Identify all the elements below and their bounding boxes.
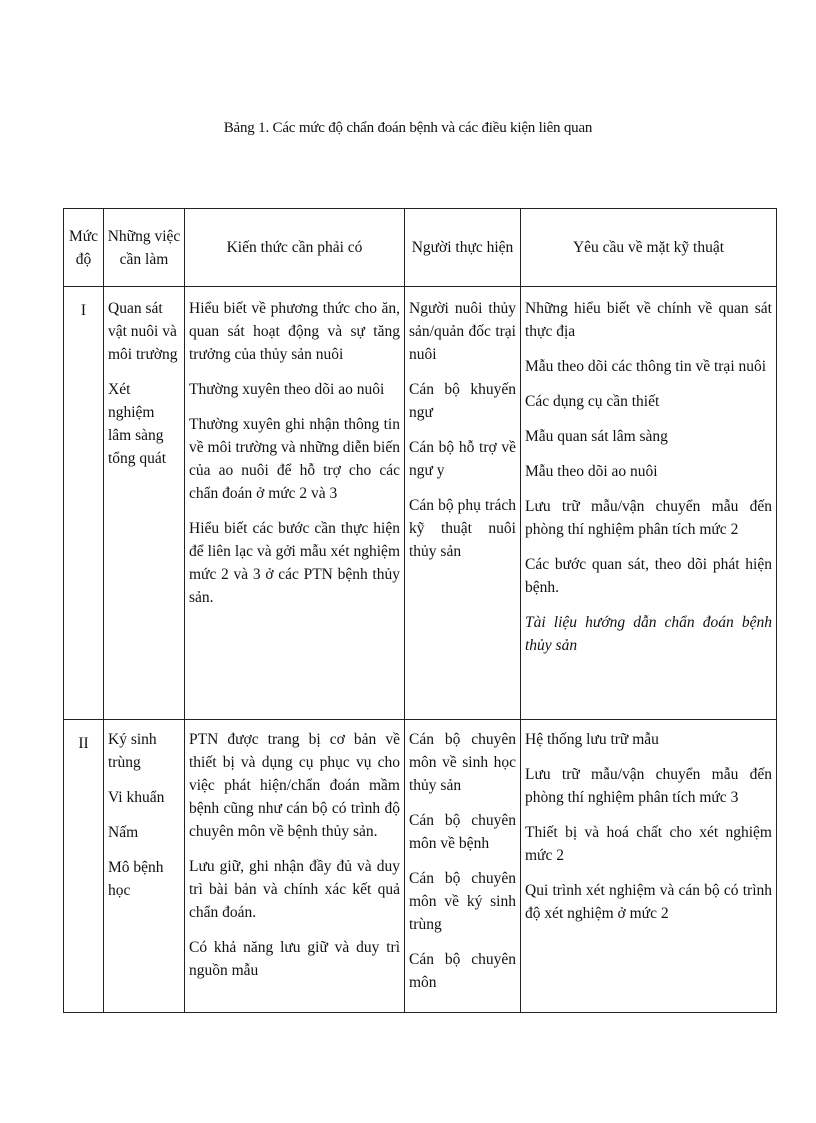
requirement-item: Mẫu theo dõi các thông tin về trại nuôi (525, 358, 767, 375)
header-performers: Người thực hiện (405, 209, 521, 287)
table-row (64, 720, 777, 1013)
performer-item: Cán bộ khuyến ngư (409, 381, 516, 421)
tasks-cell (104, 720, 185, 1013)
knowledge-cell (185, 720, 405, 1013)
task-item: Quan sát vật nuôi và môi trường (108, 300, 178, 363)
tasks-cell (104, 287, 185, 720)
table-caption: Bảng 1. Các mức độ chẩn đoán bệnh và các điều kiện liên quan (223, 120, 593, 136)
knowledge-item: Hiểu biết về phương thức cho ăn, quan sát hoạt động và sự tăng trưởng của thủy sản nuôi (189, 300, 400, 363)
header-level: Mức độ (64, 209, 104, 287)
knowledge-item: Thường xuyên ghi nhận thông tin về môi trường và những diễn biến của ao nuôi để hỗ trợ cho các chẩn đoán ở mức 2 và 3 (189, 416, 400, 502)
requirement-item: Mẫu theo dõi ao nuôi (525, 463, 658, 480)
performers-cell (405, 287, 521, 720)
requirements-cell (521, 287, 777, 720)
header-requirements: Yêu cầu về mặt kỹ thuật (521, 209, 777, 287)
performer-item: Người nuôi thủy sản/quản đốc trại nuôi (409, 300, 516, 363)
knowledge-item: Thường xuyên theo dõi ao nuôi (189, 381, 385, 398)
requirement-item: Các dụng cụ cần thiết (525, 393, 660, 410)
performers-cell (405, 720, 521, 1013)
task-item: Vi khuẩn (108, 789, 165, 806)
task-item: Mô bệnh học (108, 859, 164, 899)
knowledge-item: PTN được trang bị cơ bản về thiết bị và dụng cụ phục vụ cho việc phát hiện/chẩn đoán mầm bệnh cũng như cán bộ có trình độ chuyên môn về bệnh thủy sản. (189, 731, 400, 840)
level-cell: I (64, 287, 104, 720)
requirement-item-italic: Tài liệu hướng dẫn chẩn đoán bệnh thủy sản (525, 614, 772, 654)
requirement-item: Qui trình xét nghiệm và cán bộ có trình độ xét nghiệm ở mức 2 (525, 882, 772, 922)
level-cell: II (64, 720, 104, 1013)
performer-item: Cán bộ phụ trách kỹ thuật nuôi thủy sản (409, 497, 516, 560)
performer-item: Cán bộ chuyên môn về ký sinh trùng (409, 870, 516, 933)
knowledge-item: Hiểu biết các bước cần thực hiện để liên lạc và gởi mẫu xét nghiệm mức 2 và 3 ở các PTN bệnh thủy sản. (189, 520, 400, 606)
requirement-item: Mẫu quan sát lâm sàng (525, 428, 668, 445)
knowledge-item: Có khả năng lưu giữ và duy trì nguồn mẫu (189, 939, 400, 979)
header-knowledge: Kiến thức cần phải có (185, 209, 405, 287)
knowledge-cell (185, 287, 405, 720)
table-header-row (64, 209, 777, 287)
performer-item: Cán bộ hỗ trợ về ngư y (409, 439, 516, 479)
requirement-item: Lưu trữ mẫu/vận chuyển mẫu đến phòng thí nghiệm phân tích mức 3 (525, 766, 772, 806)
requirements-cell (521, 720, 777, 1013)
task-item: Xét nghiệm lâm sàng tổng quát (108, 381, 167, 467)
table-row (64, 287, 777, 720)
performer-item: Cán bộ chuyên môn về sinh học thủy sản (409, 731, 516, 794)
knowledge-item: Lưu giữ, ghi nhận đầy đủ và duy trì bài bản và chính xác kết quả chẩn đoán. (189, 858, 400, 921)
task-item: Ký sinh trùng (108, 731, 157, 771)
diagnosis-levels-table (63, 208, 777, 1013)
requirement-item: Thiết bị và hoá chất cho xét nghiệm mức 2 (525, 824, 772, 864)
performer-item: Cán bộ chuyên môn về bệnh (409, 812, 516, 852)
header-tasks: Những việc cần làm (104, 209, 185, 287)
requirement-item: Hệ thống lưu trữ mẫu (525, 731, 659, 748)
performer-item: Cán bộ chuyên môn (409, 951, 516, 991)
task-item: Nấm (108, 824, 139, 841)
requirement-item: Các bước quan sát, theo dõi phát hiện bệnh. (525, 556, 772, 596)
requirement-item: Lưu trữ mẫu/vận chuyển mẫu đến phòng thí nghiệm phân tích mức 2 (525, 498, 772, 538)
requirement-item: Những hiểu biết về chính về quan sát thực địa (525, 300, 772, 340)
